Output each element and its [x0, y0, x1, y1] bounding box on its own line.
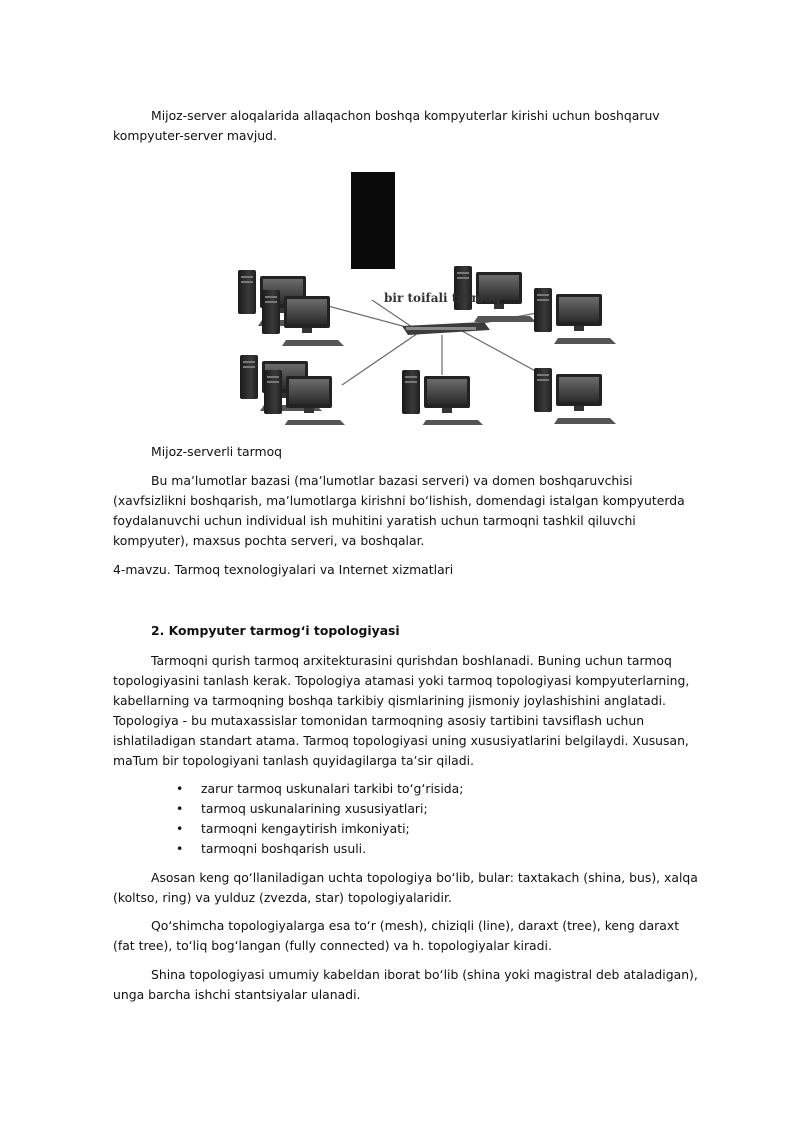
- list-item: • tarmoq uskunalarining xususiyatlari;: [176, 799, 463, 819]
- extra-topologies-paragraph: Qoʻshimcha topologiyalarga esa toʻr (mesh), chiziqli (line), daraxt (tree), keng daraxt (fat tree), toʻliq bogʻlangan (fully connected) va h. topologiyalar kiradi.: [113, 918, 680, 953]
- pc-icon: [402, 370, 484, 425]
- bullet-icon: •: [176, 781, 184, 796]
- list-item: • tarmoqni kengaytirish imkoniyati;: [176, 819, 463, 839]
- topic-line: 4-mavzu. Tarmoq texnologiyalari va Internet xizmatlari: [113, 562, 454, 577]
- main-topologies-paragraph: Asosan keng qoʻllaniladigan uchta topologiya boʻlib, bular: taxtakach (shina, bus), xalqa (koltso, ring) va yulduz (zvezda, star) topologiyalaridir.: [113, 870, 698, 905]
- network-switch: [402, 322, 490, 335]
- network-diagram: [232, 170, 652, 425]
- topology-paragraph: Tarmoqni qurish tarmoq arxitekturasini qurishdan boshlanadi. Buning uchun tarmoq topologiyasini tanlash kerak. Topologiya atamasi yoki tarmoq topologiyasi kompyuterlarning, kabellarning va tarmoqning boshqa tarkibiy qismlarining jismoniy joylashishini anglatadi. Topologiya - bu mutaxassislar tomonidan tarmoqning asosiy tartibini tavsiflash uchun ishlatiladigan standart atama. Tarmoq topologiyasi uning xususiyatlarini belgilaydi. Xususan, maTum bir topologiyani tanlash quyidagilarga taʼsir qiladi.: [113, 653, 690, 768]
- diagram-label: bir toifali tarmoq: [384, 291, 501, 305]
- section-heading: 2. Kompyuter tarmogʻi topologiyasi: [151, 623, 400, 638]
- bullet-icon: •: [176, 801, 184, 816]
- bullet-icon: •: [176, 841, 184, 856]
- server-tower: [351, 172, 395, 269]
- figure-caption: Mijoz-serverli tarmoq: [151, 444, 283, 459]
- network-diagram-svg: [232, 170, 652, 425]
- pc-icon: [264, 370, 346, 425]
- intro-paragraph: Mijoz-server aloqalarida allaqachon boshqa kompyuterlar kirishi uchun boshqaruv kompyuter-server mavjud.: [113, 108, 660, 143]
- bus-paragraph: Shina topologiyasi umumiy kabeldan iborat boʻlib (shina yoki magistral deb ataladigan), unga barcha ishchi stantsiyalar ulanadi.: [113, 967, 698, 1002]
- server-paragraph: Bu maʼlumotlar bazasi (maʼlumotlar bazasi serveri) va domen boshqaruvchisi (xavfsizlikni boshqarish, maʼlumotlarga kirishni boʻlishish, domendagi istalgan kompyuterda foydalanuvchi uchun individual ish muhitini yaratish uchun tarmoqni tashkil qiluvchi kompyuter), maxsus pochta serveri, va boshqalar.: [113, 473, 685, 548]
- bullet-icon: •: [176, 821, 184, 836]
- bullet-list: [176, 779, 463, 859]
- list-item: • zarur tarmoq uskunalari tarkibi toʻgʻrisida;: [176, 779, 463, 799]
- pc-icon: [534, 368, 616, 424]
- pc-icon: [534, 288, 616, 344]
- list-item: • tarmoqni boshqarish usuli.: [176, 839, 463, 859]
- pc-icon: [262, 290, 344, 346]
